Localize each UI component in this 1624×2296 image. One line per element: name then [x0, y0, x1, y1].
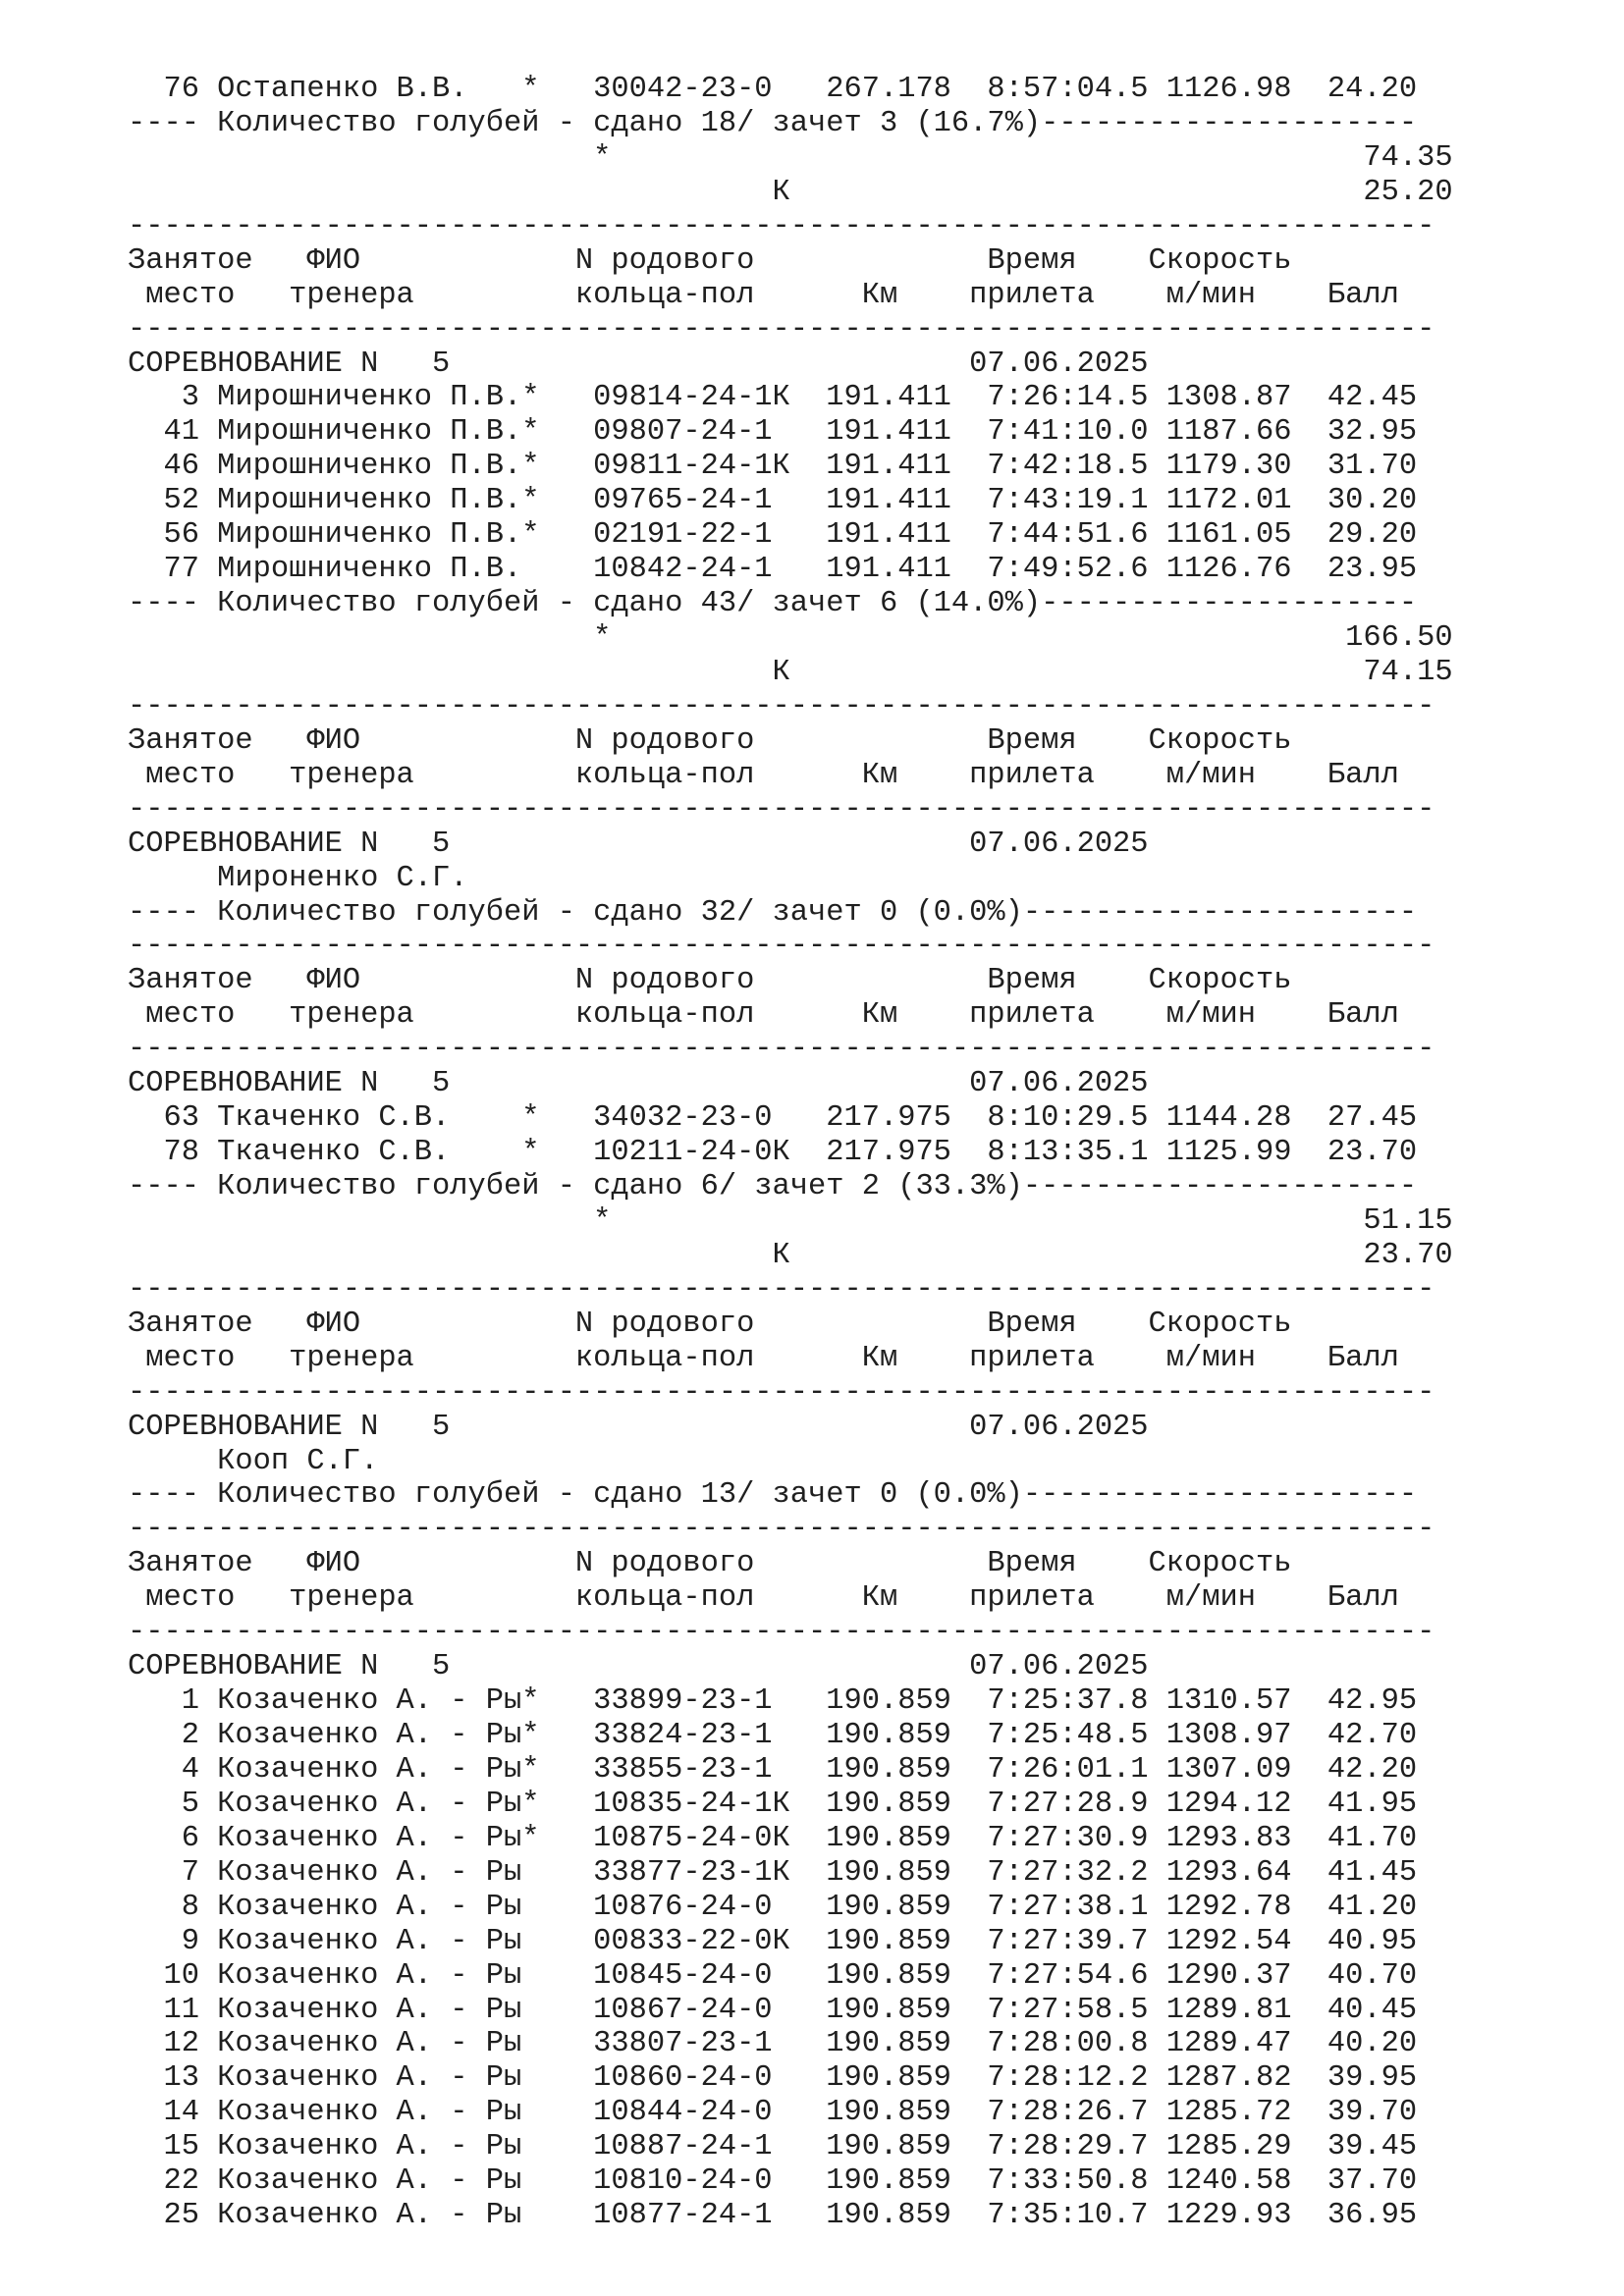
total-k-line: К 74.15 — [128, 655, 1453, 689]
result-row: 12 Козаченко А. - Ры 33807-23-1 190.859 7:28:00.8 1289.47 40.20 — [128, 2027, 1418, 2061]
total-star-line: * 74.35 — [128, 140, 1453, 175]
result-row: 7 Козаченко А. - Ры 33877-23-1К 190.859 7:27:32.2 1293.64 41.45 — [128, 1855, 1418, 1890]
competition-heading: СОРЕВНОВАНИЕ N 5 07.06.2025 — [128, 1410, 1149, 1444]
result-row: 78 Ткаченко С.В. * 10211-24-0К 217.975 8:13:35.1 1125.99 23.70 — [128, 1136, 1418, 1170]
column-header: Занятое ФИО N родового Время Скорость — [128, 1307, 1292, 1341]
separator: ------------------------------------------------------------------------- — [128, 930, 1435, 964]
result-row: 15 Козаченко А. - Ры 10887-24-1 190.859 7:28:29.7 1285.29 39.45 — [128, 2130, 1418, 2164]
result-row: 8 Козаченко А. - Ры 10876-24-0 190.859 7:27:38.1 1292.78 41.20 — [128, 1890, 1418, 1924]
separator: ------------------------------------------------------------------------- — [128, 792, 1435, 827]
result-row: 52 Мирошниченко П.В.* 09765-24-1 191.411 7:43:19.1 1172.01 30.20 — [128, 484, 1418, 518]
summary-line: ---- Количество голубей - сдано 43/ зачет 6 (14.0%)--------------------- — [128, 587, 1418, 621]
result-row: 63 Ткаченко С.В. * 34032-23-0 217.975 8:10:29.5 1144.28 27.45 — [128, 1101, 1418, 1136]
result-row: 2 Козаченко А. - Ры* 33824-23-1 190.859 7:25:48.5 1308.97 42.70 — [128, 1719, 1418, 1752]
result-row: 9 Козаченко А. - Ры 00833-22-0К 190.859 7:27:39.7 1292.54 40.95 — [128, 1924, 1418, 1958]
separator: ------------------------------------------------------------------------- — [128, 1272, 1435, 1307]
total-star-line: * 51.15 — [128, 1203, 1453, 1238]
result-row: 77 Мирошниченко П.В. 10842-24-1 191.411 7:49:52.6 1126.76 23.95 — [128, 553, 1418, 587]
summary-line: ---- Количество голубей - сдано 32/ зачет 0 (0.0%)---------------------- — [128, 895, 1418, 930]
competition-heading: СОРЕВНОВАНИЕ N 5 07.06.2025 — [128, 347, 1149, 381]
result-row: 11 Козаченко А. - Ры 10867-24-0 190.859 7:27:58.5 1289.81 40.45 — [128, 1993, 1418, 2027]
summary-line: ---- Количество голубей - сдано 6/ зачет 2 (33.3%)---------------------- — [128, 1170, 1418, 1203]
separator: ------------------------------------------------------------------------- — [128, 1375, 1435, 1410]
result-row: 46 Мирошниченко П.В.* 09811-24-1К 191.411 7:42:18.5 1179.30 31.70 — [128, 450, 1418, 484]
column-header: место тренера кольца-пол Км прилета м/мин Балл — [128, 1341, 1399, 1375]
column-header: место тренера кольца-пол Км прилета м/мин Балл — [128, 998, 1399, 1033]
results-printout — [128, 73, 1502, 2233]
separator: ------------------------------------------------------------------------- — [128, 312, 1435, 347]
result-row: 25 Козаченко А. - Ры 10877-24-1 190.859 7:35:10.7 1229.93 36.95 — [128, 2199, 1418, 2233]
column-header: Занятое ФИО N родового Время Скорость — [128, 243, 1292, 278]
participant-name: Кооп С.Г. — [128, 1444, 379, 1478]
result-row: 76 Остапенко В.В. * 30042-23-0 267.178 8:57:04.5 1126.98 24.20 — [128, 73, 1418, 106]
competition-heading: СОРЕВНОВАНИЕ N 5 07.06.2025 — [128, 1650, 1149, 1684]
result-row: 4 Козаченко А. - Ры* 33855-23-1 190.859 7:26:01.1 1307.09 42.20 — [128, 1752, 1418, 1787]
column-header: место тренера кольца-пол Км прилета м/мин Балл — [128, 1581, 1399, 1616]
separator: ------------------------------------------------------------------------- — [128, 1033, 1435, 1067]
participant-name: Мироненко С.Г. — [128, 861, 468, 895]
summary-line: ---- Количество голубей - сдано 13/ зачет 0 (0.0%)---------------------- — [128, 1478, 1418, 1513]
separator: ------------------------------------------------------------------------- — [128, 689, 1435, 723]
result-row: 41 Мирошниченко П.В.* 09807-24-1 191.411 7:41:10.0 1187.66 32.95 — [128, 415, 1418, 450]
column-header: место тренера кольца-пол Км прилета м/мин Балл — [128, 758, 1399, 792]
result-row: 14 Козаченко А. - Ры 10844-24-0 190.859 7:28:26.7 1285.72 39.70 — [128, 2096, 1418, 2130]
total-k-line: К 23.70 — [128, 1238, 1453, 1272]
result-row: 5 Козаченко А. - Ры* 10835-24-1К 190.859 7:27:28.9 1294.12 41.95 — [128, 1787, 1418, 1821]
separator: ------------------------------------------------------------------------- — [128, 1616, 1435, 1650]
column-header: Занятое ФИО N родового Время Скорость — [128, 1547, 1292, 1581]
summary-line: ---- Количество голубей - сдано 18/ зачет 3 (16.7%)--------------------- — [128, 106, 1418, 140]
result-row: 56 Мирошниченко П.В.* 02191-22-1 191.411 7:44:51.6 1161.05 29.20 — [128, 518, 1418, 553]
column-header: место тренера кольца-пол Км прилета м/мин Балл — [128, 278, 1399, 312]
total-star-line: * 166.50 — [128, 621, 1453, 655]
result-row: 10 Козаченко А. - Ры 10845-24-0 190.859 7:27:54.6 1290.37 40.70 — [128, 1958, 1418, 1993]
competition-heading: СОРЕВНОВАНИЕ N 5 07.06.2025 — [128, 827, 1149, 861]
competition-heading: СОРЕВНОВАНИЕ N 5 07.06.2025 — [128, 1067, 1149, 1101]
column-header: Занятое ФИО N родового Время Скорость — [128, 723, 1292, 758]
result-row: 6 Козаченко А. - Ры* 10875-24-0К 190.859 7:27:30.9 1293.83 41.70 — [128, 1821, 1418, 1855]
separator: ------------------------------------------------------------------------- — [128, 1513, 1435, 1547]
separator: ------------------------------------------------------------------------- — [128, 209, 1435, 243]
result-row: 22 Козаченко А. - Ры 10810-24-0 190.859 7:33:50.8 1240.58 37.70 — [128, 2164, 1418, 2199]
result-row: 1 Козаченко А. - Ры* 33899-23-1 190.859 7:25:37.8 1310.57 42.95 — [128, 1684, 1418, 1719]
total-k-line: К 25.20 — [128, 175, 1453, 209]
result-row: 13 Козаченко А. - Ры 10860-24-0 190.859 7:28:12.2 1287.82 39.95 — [128, 2061, 1418, 2096]
column-header: Занятое ФИО N родового Время Скорость — [128, 964, 1292, 998]
result-row: 3 Мирошниченко П.В.* 09814-24-1К 191.411 7:26:14.5 1308.87 42.45 — [128, 381, 1418, 415]
